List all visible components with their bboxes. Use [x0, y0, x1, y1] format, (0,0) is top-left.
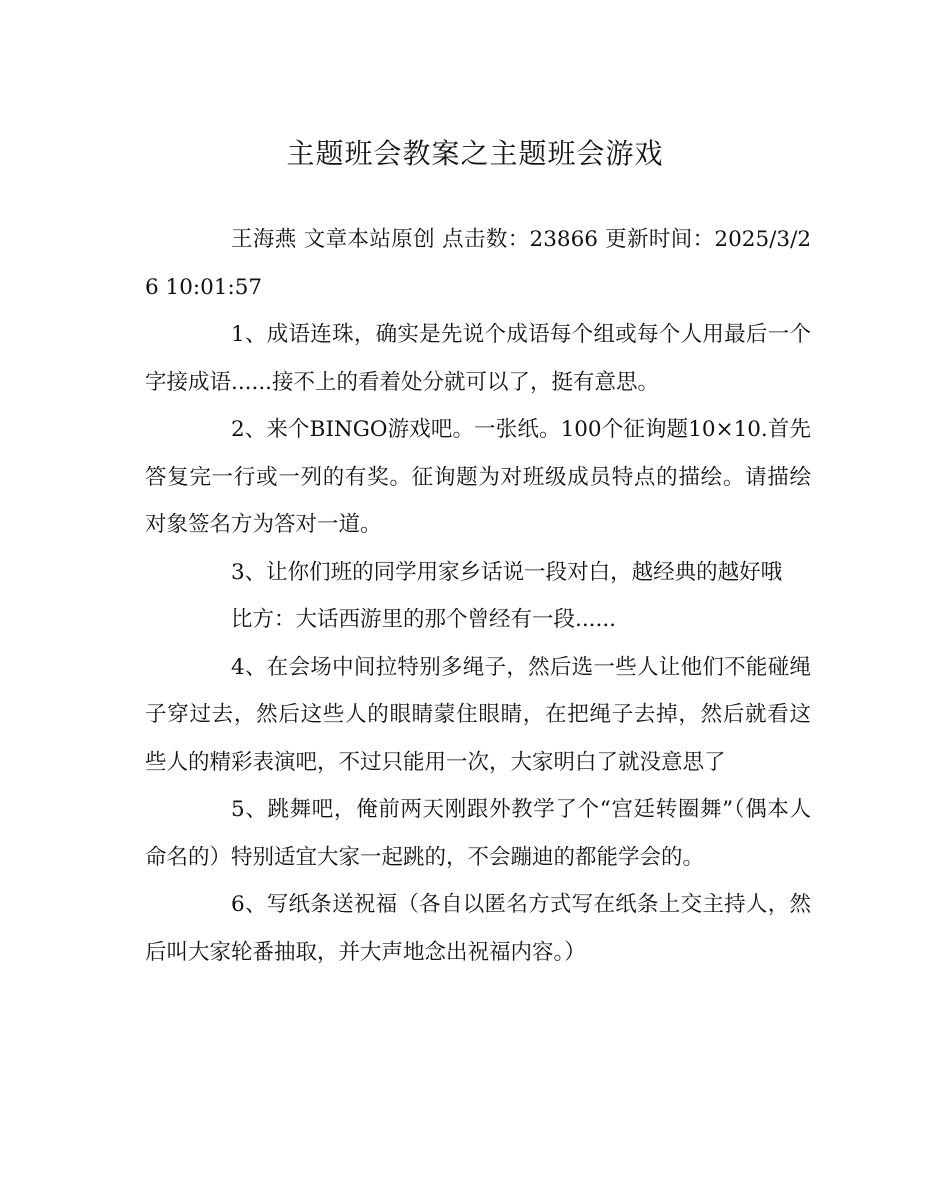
paragraph-3: 3、让你们班的同学用家乡话说一段对白，越经典的越好哦 [231, 559, 783, 585]
paragraph-1: 1、成语连珠，确实是先说个成语每个组或每个人用最后一个字接成语......接不上的看着处分就可以了，挺有意思。 [145, 322, 811, 395]
paragraph-3-example: 比方：大话西游里的那个曾经有一段...... [231, 607, 617, 632]
document-title: 主题班会教案之主题班会游戏 [286, 137, 664, 170]
paragraph-4: 4、在会场中间拉特别多绳子，然后选一些人让他们不能碰绳子穿过去，然后这些人的眼睛蒙住眼睛，在把绳子去掉，然后就看这些人的精彩表演吧，不过只能用一次，大家明白了就没意思了 [145, 654, 811, 775]
meta-line: 王海燕 文章本站原创 点击数：23866 更新时间：2025/3/26 10:01:57 [145, 227, 811, 300]
paragraph-6: 6、写纸条送祝福（各自以匿名方式写在纸条上交主持人，然后叫大家轮番抽取，并大声地念出祝福内容。） [145, 892, 811, 965]
paragraph-2: 2、来个BINGO游戏吧。一张纸。100个征询题10×10.首先答复完一行或一列的有奖。征询题为对班级成员特点的描绘。请描绘对象签名方为答对一道。 [145, 417, 811, 537]
document-body [145, 216, 811, 976]
paragraph-5: 5、跳舞吧，俺前两天刚跟外教学了个“宫廷转圈舞”（偶本人命名的）特别适宜大家一起跳的，不会蹦迪的都能学会的。 [145, 797, 811, 870]
